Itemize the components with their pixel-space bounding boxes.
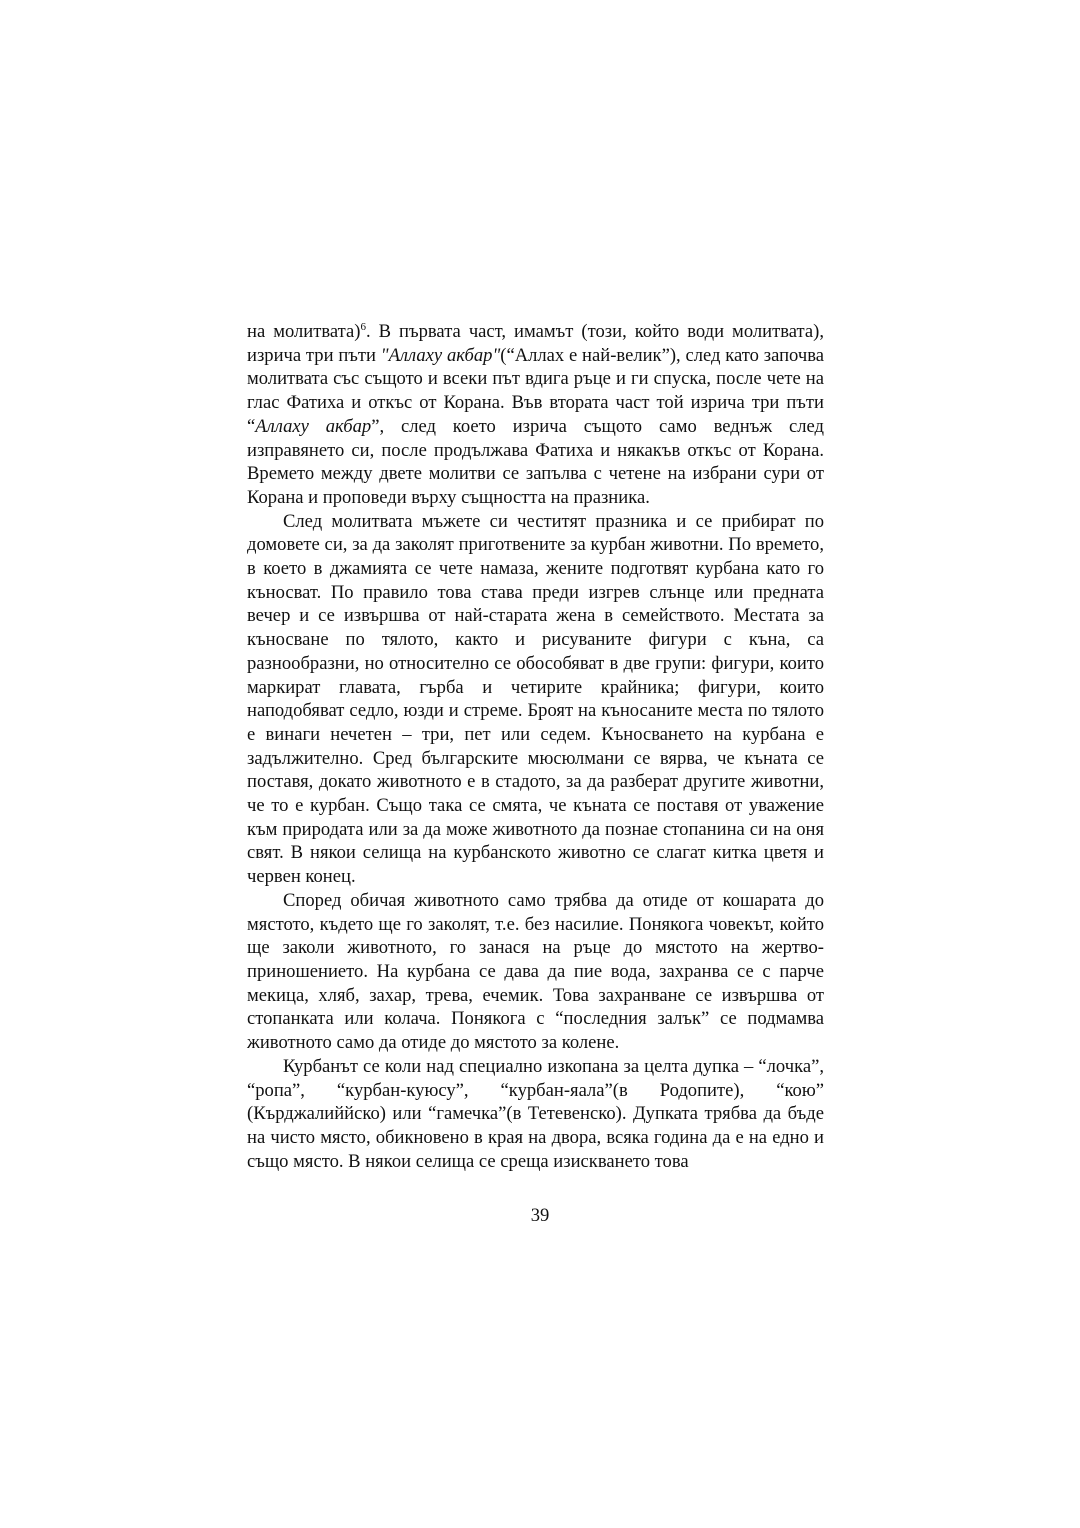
paragraph-4: Курбанът се коли над специално изкопана за целта дупка – “лочка”, “ропа”, “курбан-куюсу”, “курбан-яала”(в Родопите), “кою” (Кърджалиййско) или “гамечка”(в Тетевенско). Дупката трябва да бъде на чисто място, обикновено в края на двора, всяка година да е на едно и също място. В някои селища се среща изискването това	[247, 1055, 824, 1172]
italic-phrase-allahu-akbar: "Аллаху акбар"	[380, 344, 501, 366]
footnote-reference[interactable]: 6	[360, 320, 366, 333]
page-number: 39	[530, 1205, 550, 1226]
paragraph-3: Според обичая животното само трябва да отиде от кошарата до мястото, където ще го заколят, т.е. без насилие. Понякога човекът, който ще заколи животното, го занася на ръце до мястото на жертвоприношението. На курбана се дава да пие вода, захранва се с парче мекица, хляб, захар, трева, ечемик. Това захранване се извършва от стопанката или колача. Понякога с “последния залък” се подмамва животното само да отиде до мястото за колене.	[247, 889, 824, 1054]
italic-phrase-allahu-akbar-2: Аллаху акбар	[255, 415, 372, 437]
paragraph-1-text-c: (“Аллах е най-велик”), след като започва молитвата със същото и всеки път вдига ръце и ги спуска, после чете на глас Фатиха и откъс от Корана. Във втората част той изрича три пъти “	[247, 344, 825, 437]
paragraph-1-text-d: ”, след което изрича същото само веднъж след изправянето си, после продължава Фатиха и някакъв откъс от Корана. Времето между двете молитви се запълва с четене на избрани сури от Корана и проповеди върху същността на празника.	[247, 415, 825, 508]
page-body-text	[247, 320, 824, 1173]
paragraph-1-text-a: на молитвата)	[247, 321, 361, 342]
paragraph-2: След молитвата мъжете си честитят празника и се прибират по домовете си, за да заколят приготвените за курбан животни. По времето, в което в джамията се чете намаза, жените подготвят курбана като го къносват. По правило това става преди изгрев слънце или предната вечер и се извършва от най-старата жена в семейството. Местата за къносване по тялото, както и рисуваните фигури с къна, са разнообразни, но относително се обособяват в две групи: фигури, които маркират главата, гърба и четирите крайника; фигури, които наподобяват седло, юзди и стреме. Броят на къносаните места по тялото е винаги нечетен – три, пет или седем. Къносването на курбана е задължително. Сред българските мюсюлмани се вярва, че кънaта се поставя, докато животното е в стадото, за да разберат другите животни, че то е курбан. Също така се смята, че кънaта се поставя от уважение към природата или за да може животното да познае стопанина си на оня свят. В някои селища на курбанското животно се слагат китка цветя и червен конец.	[247, 510, 824, 888]
paragraph-1	[247, 320, 824, 510]
paragraph-1-text-b: . В първата част, имамът (този, който води молитвата), изрича три пъти	[247, 321, 824, 366]
